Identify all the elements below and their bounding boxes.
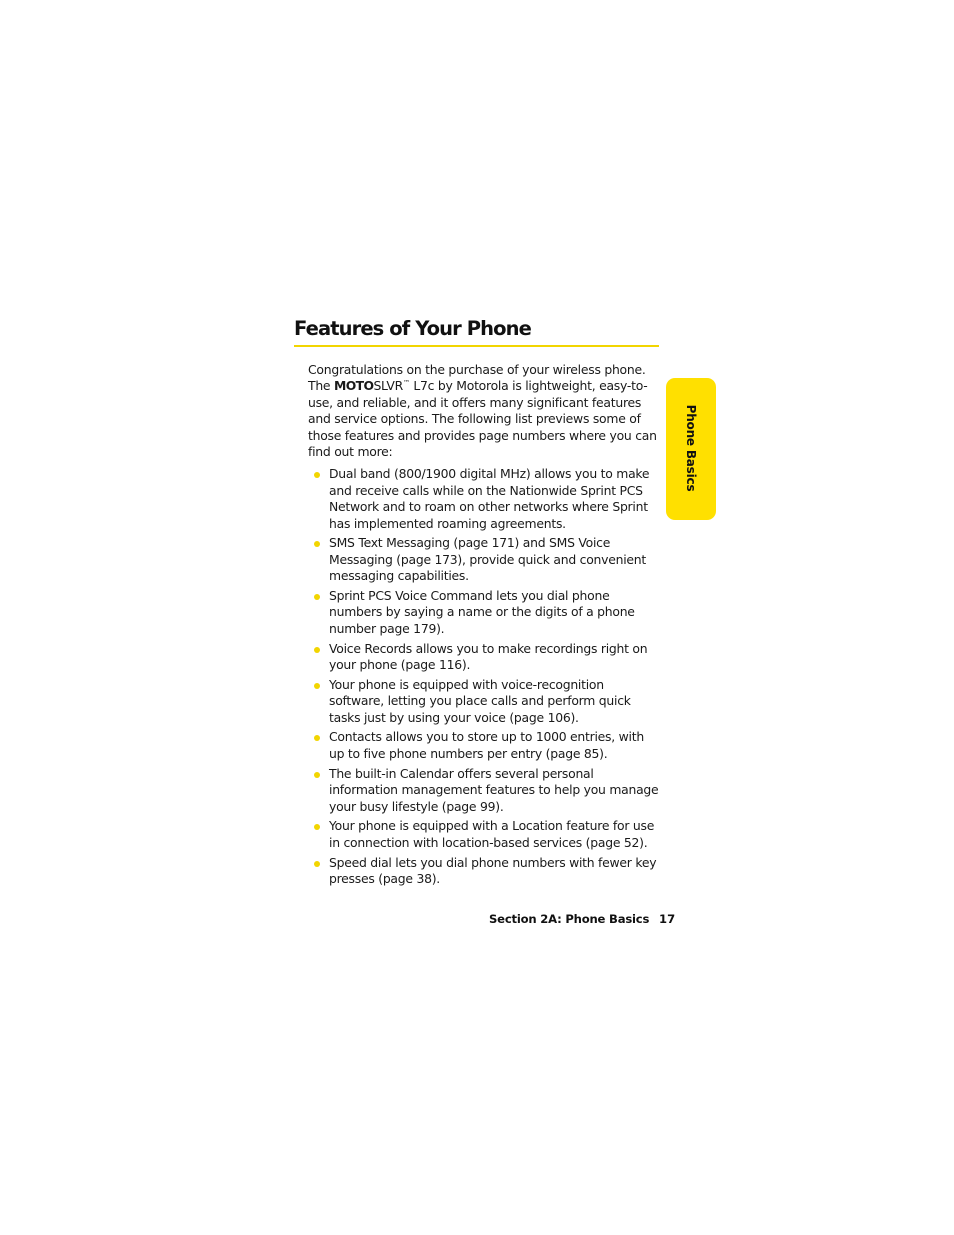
title-rule: [294, 345, 659, 347]
section-side-tab: [666, 378, 716, 520]
bullet-icon: [314, 772, 320, 778]
footer-section-label: Section 2A: Phone Basics: [489, 912, 650, 926]
feature-item: [308, 466, 660, 532]
bullet-icon: [314, 472, 320, 478]
footer-page-number: 17: [659, 912, 676, 926]
feature-item: [308, 766, 660, 815]
brand-slvr: SLVR: [373, 378, 403, 394]
bullet-icon: [314, 824, 320, 830]
feature-item: [308, 677, 660, 726]
brand-moto: MOTO: [333, 378, 374, 394]
bullet-icon: [314, 647, 320, 653]
feature-text: SMS Text Messaging (page 171) and SMS Voice Messaging (page 173), provide quick and convenient messaging capabilities.: [329, 535, 647, 584]
feature-item: [308, 535, 660, 584]
intro-paragraph: [308, 362, 660, 460]
feature-text: Your phone is equipped with a Location feature for use in connection with location-based services (page 52).: [329, 818, 655, 850]
bullet-icon: [314, 541, 320, 547]
feature-text: Your phone is equipped with voice-recognition software, letting you place calls and perform quick tasks just by using your voice (page 106).: [329, 676, 631, 725]
feature-text: Voice Records allows you to make recordings right on your phone (page 116).: [329, 640, 648, 673]
feature-list: [308, 466, 660, 887]
feature-item: [308, 588, 660, 637]
bullet-icon: [314, 594, 320, 600]
intro-text-end: L7c by Motorola is lightweight, easy-to-use, and reliable, and it offers many significant features and service options. The following list previews some of those features and provides page numbers where you can find out more:: [308, 378, 657, 460]
feature-text: Speed dial lets you dial phone numbers with fewer key presses (page 38).: [329, 854, 657, 886]
feature-item: [308, 729, 660, 762]
feature-item: [308, 641, 660, 674]
feature-item: [308, 818, 660, 851]
intro-text-start: Congratulations on the purchase of your wireless phone. The: [308, 362, 646, 394]
feature-item: [308, 855, 660, 888]
page-title: Features of Your Phone: [294, 317, 531, 340]
feature-text: Sprint PCS Voice Command lets you dial phone numbers by saying a name or the digits of a phone number page 179).: [329, 588, 635, 636]
side-tab-label: Phone Basics: [684, 404, 698, 492]
bullet-icon: [314, 735, 320, 741]
feature-text: Dual band (800/1900 digital MHz) allows you to make and receive calls while on the Nationwide Sprint PCS Network and to roam on other networks where Sprint has implemented roaming agreements.: [329, 466, 650, 531]
page-content: [308, 362, 660, 891]
feature-text: The built-in Calendar offers several personal information management features to help you manage your busy lifestyle (page 99).: [329, 765, 659, 814]
feature-text: Contacts allows you to store up to 1000 entries, with up to five phone numbers per entry (page 85).: [329, 729, 644, 761]
bullet-icon: [314, 861, 320, 867]
bullet-icon: [314, 683, 320, 689]
brand-trademark: ™: [402, 379, 410, 388]
